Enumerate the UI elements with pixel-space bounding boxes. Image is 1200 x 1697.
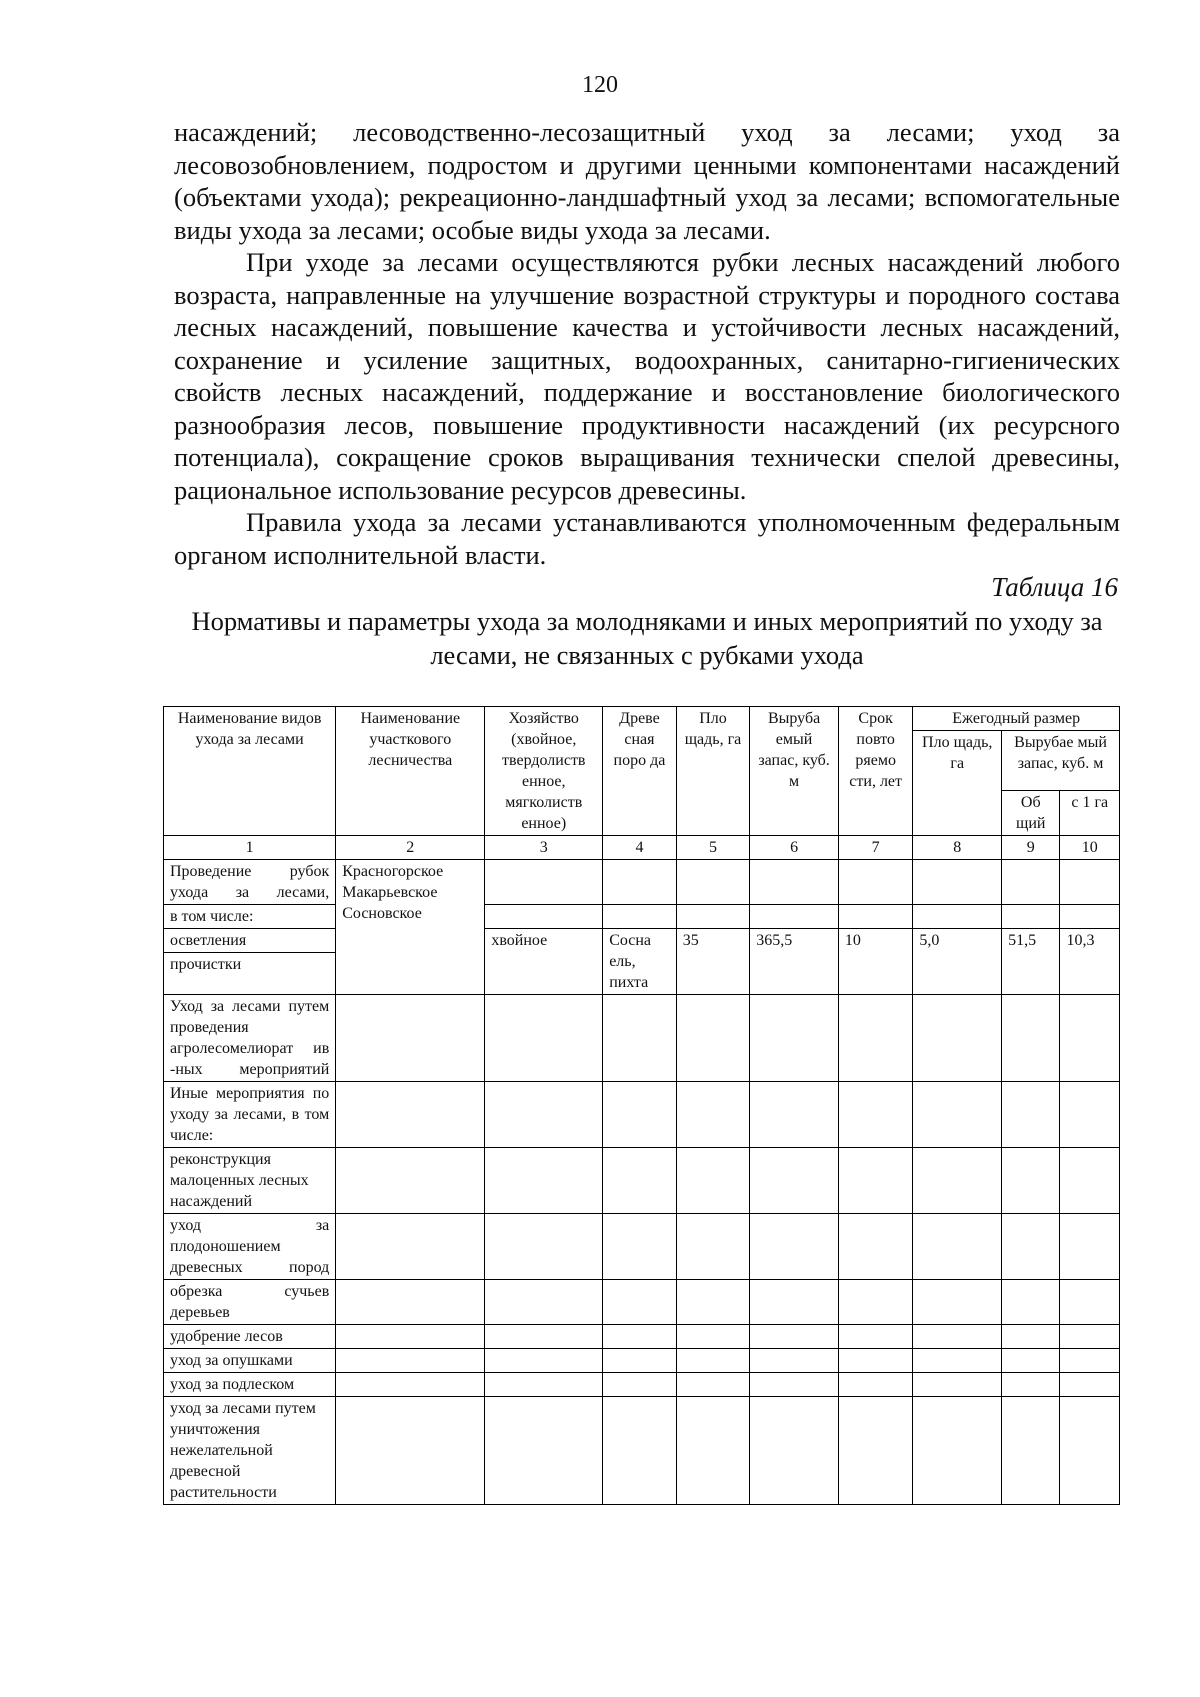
row-label: удобрение лесов [164, 1325, 336, 1349]
column-number: 5 [676, 836, 750, 860]
annual-area-cell: 5,0 [913, 929, 1002, 995]
row-label: осветления [164, 929, 336, 953]
header-col-3: Хозяйство (хвойное, твердолиств енное, мягколиств енное) [485, 707, 603, 836]
column-number: 7 [838, 836, 913, 860]
table-row [164, 1325, 1120, 1349]
table-row [164, 995, 1120, 1082]
row-label: в том числе: [164, 905, 336, 929]
page-number: 120 [582, 72, 618, 98]
table-row [164, 860, 1120, 905]
farm-type-cell: хвойное [485, 929, 603, 995]
period-cell: 10 [838, 929, 913, 995]
header-total: Об щий [1002, 791, 1060, 836]
paragraph-3: Правила ухода за лесами устанавливаются уполномоченным федеральным органом исполнительной власти. [174, 507, 1120, 570]
column-number: 8 [913, 836, 1002, 860]
paragraph-1: насаждений; лесоводственно-лесозащитный уход за лесами; уход за лесовозобновлением, подростом и другими ценными компонентами насаждений (объектами ухода); рекреационно-ландшафтный уход за лесами; вспомогательные виды ухода за лесами; особые виды ухода за лесами. [174, 117, 1120, 245]
norms-table [163, 706, 1120, 1505]
row-label: Иные мероприятия по уходу за лесами, в том числе: [164, 1082, 336, 1148]
column-number: 10 [1060, 836, 1120, 860]
header-per-ha: с 1 га [1060, 791, 1120, 836]
column-number: 1 [164, 836, 336, 860]
table-row [164, 1148, 1120, 1214]
table-row [164, 1082, 1120, 1148]
row-label: реконструкция малоценных лесных насаждений [164, 1148, 336, 1214]
header-col-1: Наименование видов ухода за лесами [164, 707, 336, 836]
annual-total-cell: 51,5 [1002, 929, 1060, 995]
table-row [164, 905, 1120, 929]
area-cell: 35 [676, 929, 750, 995]
row-label: обрезка сучьев деревьев [164, 1280, 336, 1325]
table-title: Нормативы и параметры ухода за молодняками и иных мероприятий по уходу за лесами, не связанных с рубками ухода [191, 606, 1103, 670]
table-row [164, 1214, 1120, 1280]
table-row [164, 1373, 1120, 1397]
column-number: 4 [603, 836, 677, 860]
table-row [164, 1397, 1120, 1505]
paragraph-2: При уходе за лесами осуществляются рубки лесных насаждений любого возраста, направленные на улучшение возрастной структуры и породного состава лесных насаждений, повышение качества и устойчивости лесных насаждений, сохранение и усиление защитных, водоохранных, санитарно-гигиенических свойств лесных насаждений, поддержание и восстановление биологического разнообразия лесов, повышение продуктивности насаждений (их ресурсного потенциала), сокращение сроков выращивания технически спелой древесины, рациональное использование ресурсов древесины. [174, 247, 1120, 505]
row-label: прочистки [164, 953, 336, 995]
body-text [174, 116, 1120, 571]
column-number: 2 [336, 836, 485, 860]
row-label: Уход за лесами путем проведения агролесомелиорат ив -ных мероприятий [164, 995, 336, 1082]
species-cell: Сосна ель, пихта [603, 929, 677, 995]
table-row [164, 1280, 1120, 1325]
forestries-cell: Красногорское Макарьевское Сосновское [336, 860, 485, 995]
row-label: Проведение рубок ухода за лесами, [164, 860, 336, 905]
header-annual-volume: Вырубае мый запас, куб. м [1002, 731, 1120, 791]
row-label: уход за подлеском [164, 1373, 336, 1397]
row-label: уход за лесами путем уничтожения нежелательной древесной растительности [164, 1397, 336, 1505]
header-col-4: Древе сная поро да [603, 707, 677, 836]
header-col-7: Срок повто ряемо сти, лет [838, 707, 913, 836]
column-number: 3 [485, 836, 603, 860]
header-annual: Ежегодный размер [913, 707, 1120, 731]
header-col-2: Наименование участкового лесничества [336, 707, 485, 836]
table-row [164, 929, 1120, 953]
header-col-6: Выруба емый запас, куб. м [750, 707, 839, 836]
row-label: уход за опушками [164, 1349, 336, 1373]
header-col-5: Пло щадь, га [676, 707, 750, 836]
column-number: 6 [750, 836, 839, 860]
column-number: 9 [1002, 836, 1060, 860]
column-number-row [164, 836, 1120, 860]
header-row-1 [164, 707, 1120, 731]
table-number: Таблица 16 [991, 572, 1118, 602]
annual-per-ha-cell: 10,3 [1060, 929, 1120, 995]
header-annual-area: Пло щадь, га [913, 731, 1002, 836]
volume-cell: 365,5 [750, 929, 839, 995]
table-row [164, 1349, 1120, 1373]
row-label: уход за плодоношением древесных пород [164, 1214, 336, 1280]
